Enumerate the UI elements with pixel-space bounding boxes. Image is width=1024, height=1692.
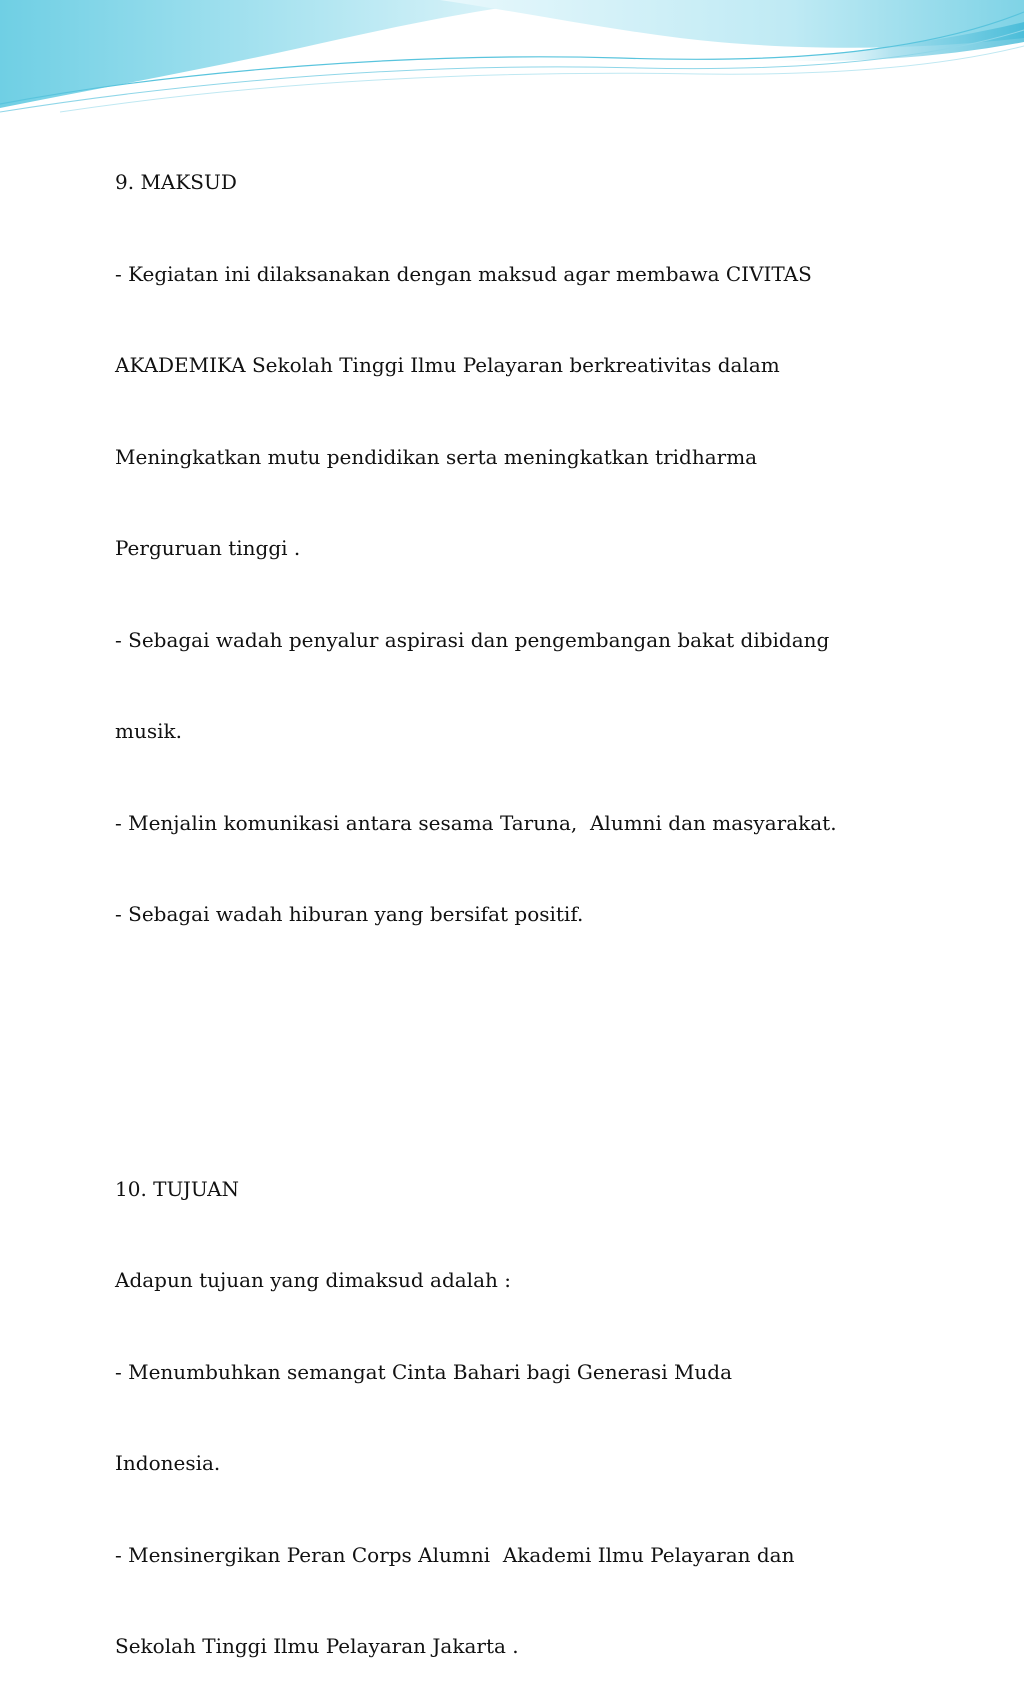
tujuan-line-3: Indonesia. xyxy=(115,1451,221,1475)
maksud-line-5: - Sebagai wadah penyalur aspirasi dan pengembangan bakat dibidang xyxy=(115,627,830,652)
blank-line xyxy=(115,991,975,1022)
tujuan-line-1: Adapun tujuan yang dimaksud adalah : xyxy=(115,1268,511,1292)
tujuan-line-2: - Menumbuhkan semangat Cinta Bahari bagi Generasi Muda xyxy=(115,1359,733,1384)
maksud-line-2: AKADEMIKA Sekolah Tinggi Ilmu Pelayaran berkreativitas dalam xyxy=(115,353,780,377)
maksud-line-1: - Kegiatan ini dilaksanakan dengan maksud agar membawa CIVITAS xyxy=(115,261,812,286)
tujuan-line-5: Sekolah Tinggi Ilmu Pelayaran Jakarta . xyxy=(115,1634,519,1658)
maksud-line-8: - Sebagai wadah hiburan yang bersifat positif. xyxy=(115,902,584,926)
slide-body xyxy=(115,106,975,1692)
maksud-line-6: musik. xyxy=(115,719,182,743)
blank-line xyxy=(115,1082,975,1113)
wave-shape-left xyxy=(0,0,560,108)
heading-maksud: 9. MAKSUD xyxy=(115,170,237,194)
decorative-wave-header xyxy=(0,0,1024,120)
maksud-line-4: Perguruan tinggi . xyxy=(115,536,301,560)
heading-tujuan: 10. TUJUAN xyxy=(115,1176,240,1201)
tujuan-line-4: - Mensinergikan Peran Corps Alumni Akademi Ilmu Pelayaran dan xyxy=(115,1542,795,1567)
maksud-line-7: - Menjalin komunikasi antara sesama Taruna, Alumni dan masyarakat. xyxy=(115,810,837,835)
maksud-line-3: Meningkatkan mutu pendidikan serta meningkatkan tridharma xyxy=(115,444,758,469)
